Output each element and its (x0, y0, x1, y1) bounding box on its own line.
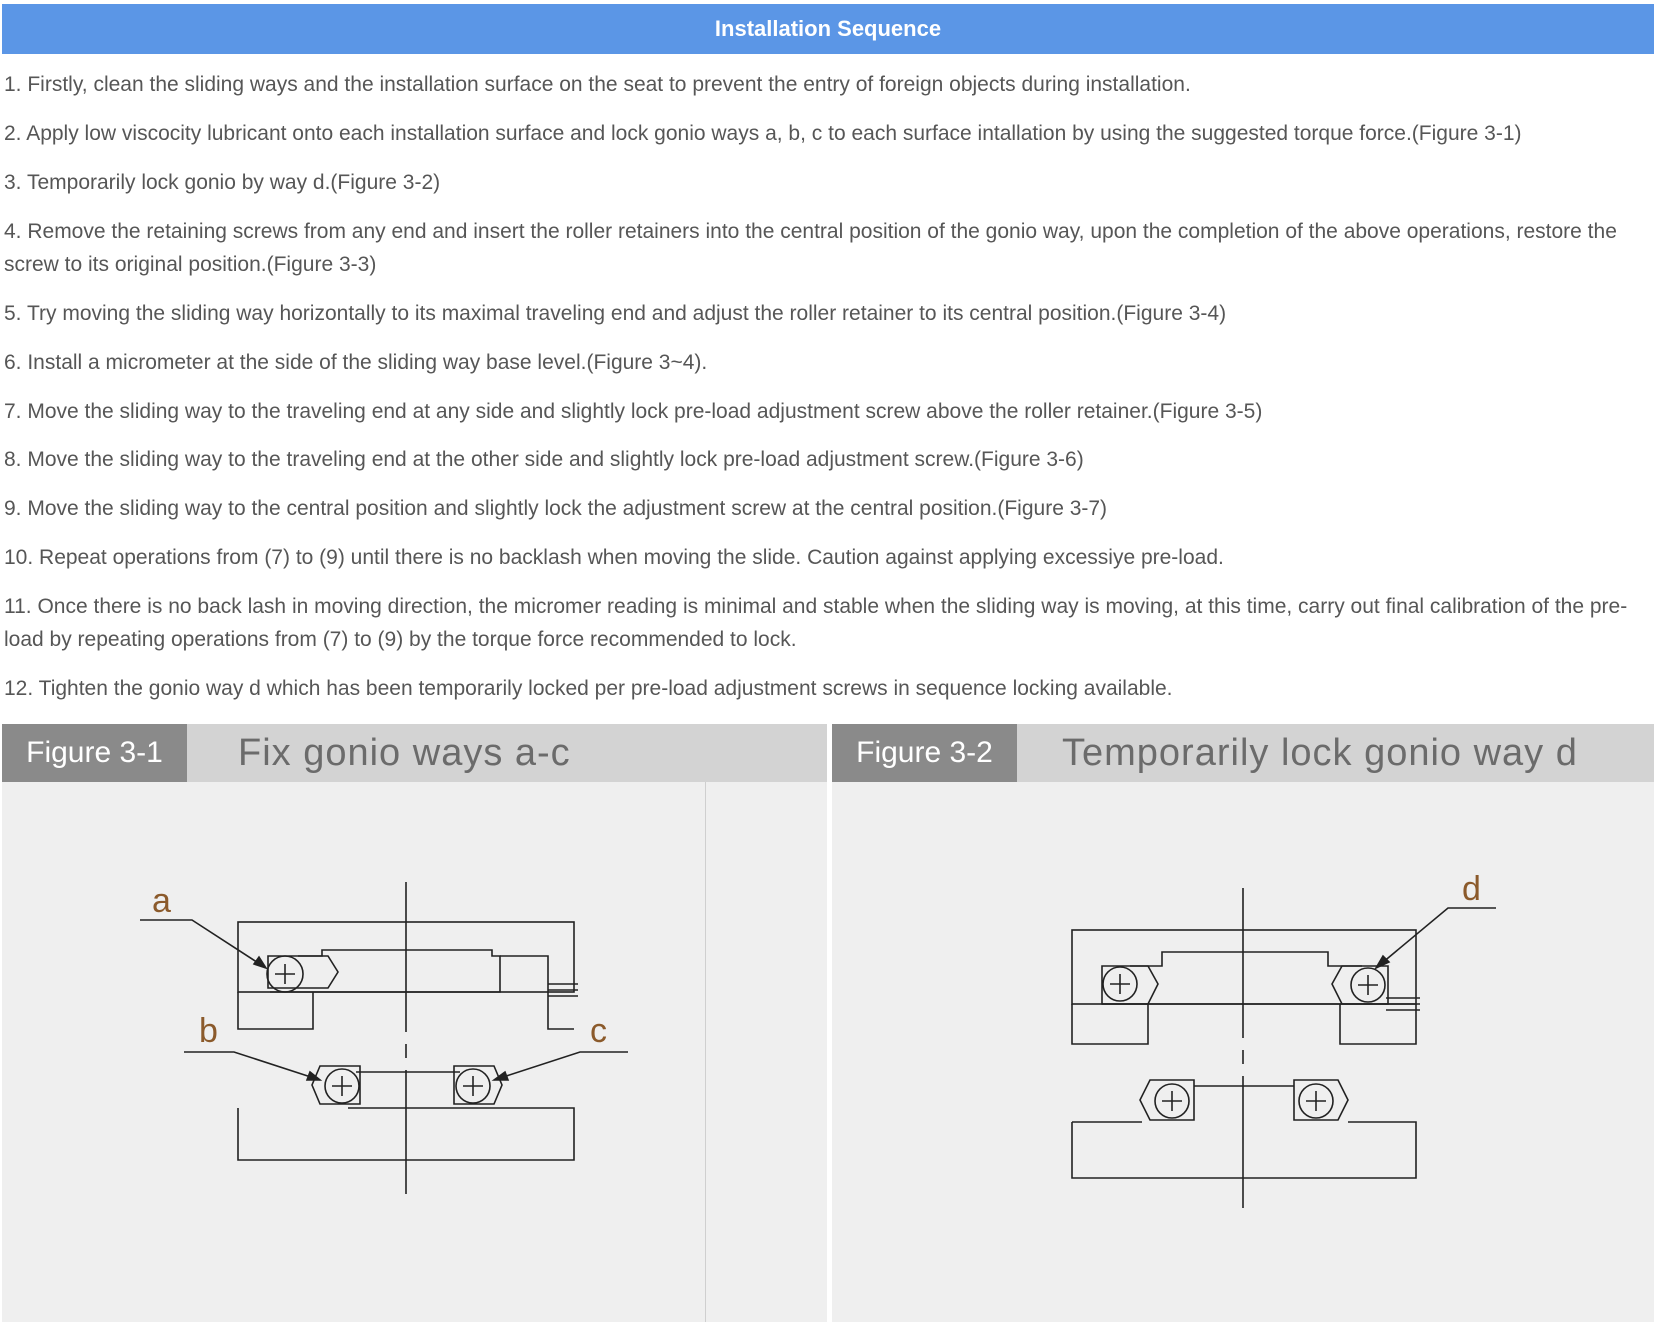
step-1: 1. Firstly, clean the sliding ways and the installation surface on the seat to prevent the entry of foreign objects during installation. (4, 73, 1191, 96)
upper-left-block (1072, 1004, 1148, 1044)
figure-3-1-title: Fix gonio ways a-c (238, 731, 571, 774)
upper-left-block (238, 992, 313, 1029)
lower-rail (1072, 1122, 1416, 1178)
leader-a (140, 920, 266, 968)
step-6: 6. Install a micrometer at the side of the sliding way base level.(Figure 3~4). (4, 351, 708, 374)
upper-recess (1102, 952, 1386, 1004)
leader-b (184, 1052, 320, 1080)
figure-3-1-diagram (2, 724, 827, 1322)
upper-right-step (500, 956, 548, 992)
step-5: 5. Try moving the sliding way horizontally to its maximal traveling end and adjust the roller retainer to its central position.(Figure 3-4) (4, 302, 1227, 325)
label-b: b (199, 1012, 218, 1050)
step-2: 2. Apply low viscocity lubricant onto each installation surface and lock gonio ways a, b, c to each surface intallation by using the suggested torque force.(Figure 3-1) (4, 122, 1522, 145)
step-10: 10. Repeat operations from (7) to (9) until there is no backlash when moving the slide. Caution against applying excessiye pre-load. (4, 546, 1224, 569)
figure-3-1-panel (2, 724, 827, 1322)
step-11: 11. Once there is no back lash in moving direction, the micromer reading is minimal and stable when the sliding way is moving, at this time, carry out final calibration of the pre-load by repeating operations from (7) to (9) by the torque force recommended to lock. (4, 595, 1628, 651)
step-9: 9. Move the sliding way to the central position and slightly lock the adjustment screw at the central position.(Figure 3-7) (4, 497, 1108, 520)
figure-3-2-title: Temporarily lock gonio way d (1062, 731, 1578, 774)
gonio-lower-right-housing (1294, 1080, 1348, 1120)
leader-c (494, 1052, 628, 1080)
figure-3-2-tag: Figure 3-2 (832, 724, 1017, 782)
step-7: 7. Move the sliding way to the traveling end at any side and slightly lock pre-load adjustment screw above the roller retainer.(Figure 3-5) (4, 400, 1263, 423)
step-3: 3. Temporarily lock gonio by way d.(Figure 3-2) (4, 171, 441, 194)
leader-b-arrow (307, 1072, 320, 1080)
label-c: c (590, 1012, 607, 1050)
leader-d (1376, 908, 1496, 968)
upper-right-block (548, 992, 574, 1029)
label-d: d (1462, 870, 1481, 908)
figure-3-2-diagram (832, 724, 1654, 1322)
page-header: Installation Sequence (2, 4, 1654, 54)
step-8: 8. Move the sliding way to the traveling end at the other side and slightly lock pre-load adjustment screw.(Figure 3-6) (4, 448, 1084, 471)
figure-3-2-panel (832, 724, 1654, 1322)
gonio-lower-left-housing (1140, 1080, 1194, 1120)
figure-3-1-tag: Figure 3-1 (2, 724, 187, 782)
label-a: a (152, 882, 171, 920)
step-4: 4. Remove the retaining screws from any end and insert the roller retainers into the central position of the gonio way, upon the completion of the above operations, restore the screw to its original position.(Figure 3-3) (4, 220, 1617, 276)
leader-a-arrow (254, 957, 266, 968)
step-12: 12. Tighten the gonio way d which has been temporarily locked per pre-load adjustment screws in sequence locking available. (4, 677, 1173, 700)
leader-c-arrow (494, 1072, 508, 1080)
